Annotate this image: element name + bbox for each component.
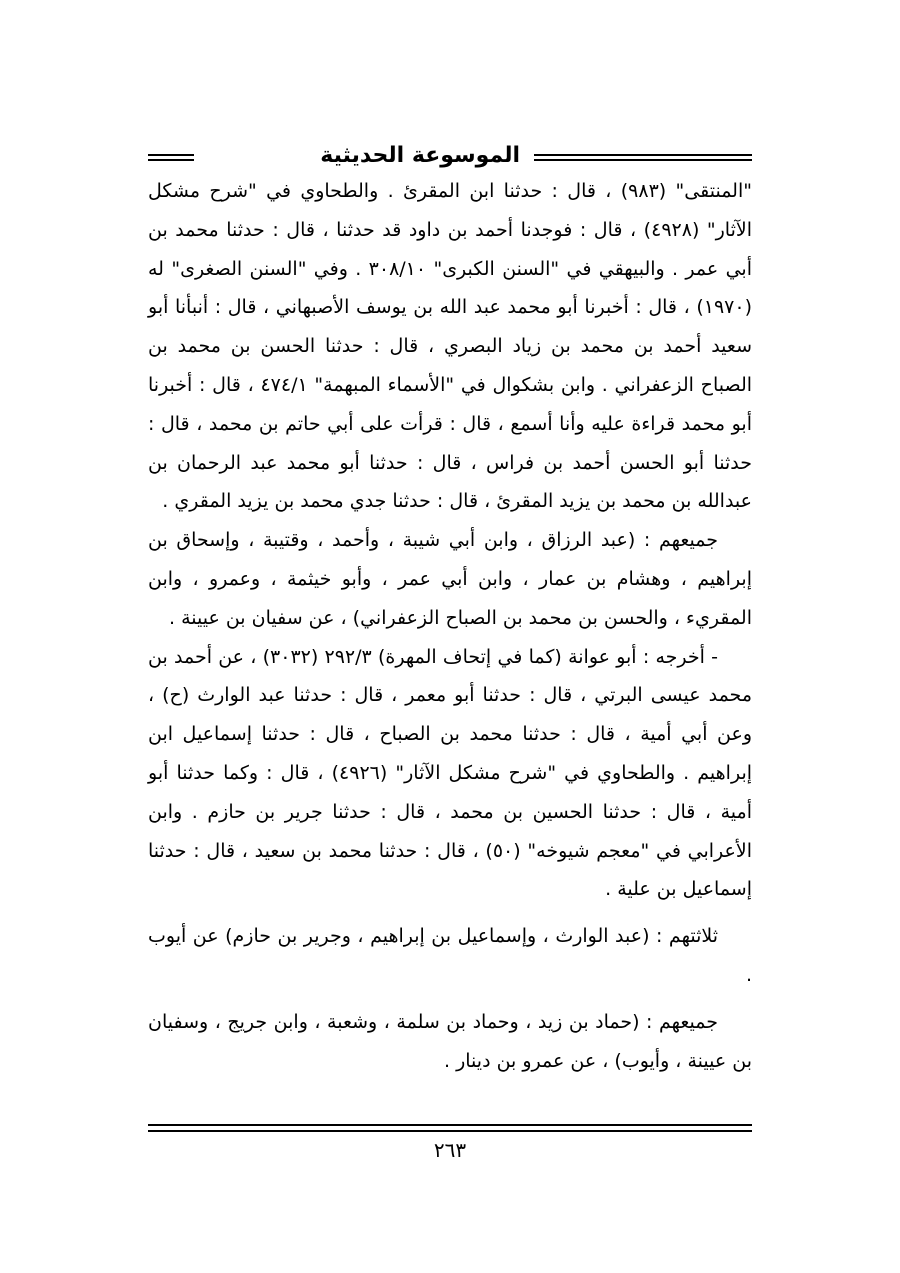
paragraph-5: جميعهم : (حماد بن زيد ، وحماد بن سلمة ، وشعبة ، وابن جريج ، وسفيان بن عيينة ، وأيوب) ، عن عمرو بن دينار . xyxy=(148,1010,752,1072)
paragraph-4: ثلاثتهم : (عبد الوارث ، وإسماعيل بن إبراهيم ، وجرير بن حازم) عن أيوب . xyxy=(148,925,752,986)
paragraph-2: جميعهم : (عبد الرزاق ، وابن أبي شيبة ، وأحمد ، وقتيبة ، وإسحاق بن إبراهيم ، وهشام بن عمار ، وابن أبي عمر ، وأبو خيثمة ، وعمرو ، وابن المقريء ، والحسن بن محمد بن الصباح الزعفراني) ، عن سفيان بن عيينة . xyxy=(148,529,752,629)
footer-rule xyxy=(148,1124,752,1132)
paragraph-1: "المنتقى" (٩٨٣) ، قال : حدثنا ابن المقرئ . والطحاوي في "شرح مشكل الآثار" (٤٩٢٨) ، قال : فوجدنا أحمد بن داود قد حدثنا ، قال : حدثنا محمد بن أبي عمر . والبيهقي في "السنن الكبرى" ٣٠٨/١٠ . وفي "السنن الصغرى" له (١٩٧٠) ، قال : أخبرنا أبو محمد عبد الله بن يوسف الأصبهاني ، قال : أنبأنا أبو سعيد أحمد بن محمد بن زياد البصري ، قال : حدثنا الحسن بن محمد بن الصباح الزعفراني . وابن بشكوال في "الأسماء المبهمة" ٤٧٤/١ ، قال : أخبرنا أبو محمد قراءة عليه وأنا أسمع ، قال : قرأت على أبي حاتم بن محمد ، قال : حدثنا أبو الحسن أحمد بن فراس ، قال : حدثنا أبو محمد عبد الرحمان بن عبدالله بن محمد بن يزيد المقرئ ، قال : حدثنا جدي محمد بن يزيد المقري . xyxy=(148,180,753,513)
paragraph-3: - أخرجه : أبو عوانة (كما في إتحاف المهرة) ٢٩٢/٣ (٣٠٣٢) ، عن أحمد بن محمد عيسى البرتي ، قال : حدثنا أبو معمر ، قال : حدثنا عبد الوارث (ح) ، وعن أبي أمية ، قال : حدثنا محمد بن الصباح ، قال : حدثنا إسماعيل ابن إبراهيم . والطحاوي في "شرح مشكل الآثار" (٤٩٢٦) ، قال : وكما حدثنا أبو أمية ، قال : حدثنا الحسين بن محمد ، قال : حدثنا جرير بن حازم . وابن الأعرابي في "معجم شيوخه" (٥٠) ، قال : حدثنا محمد بن سعيد ، قال : حدثنا إسماعيل بن علية . xyxy=(148,645,753,901)
header-rule-right xyxy=(534,154,752,161)
page-title: الموسوعة الحديثية xyxy=(320,143,520,168)
header-rule-left xyxy=(148,154,194,161)
page-number: ٢٦٣ xyxy=(433,1138,467,1162)
body-text xyxy=(148,172,752,1080)
page-header xyxy=(148,138,752,174)
